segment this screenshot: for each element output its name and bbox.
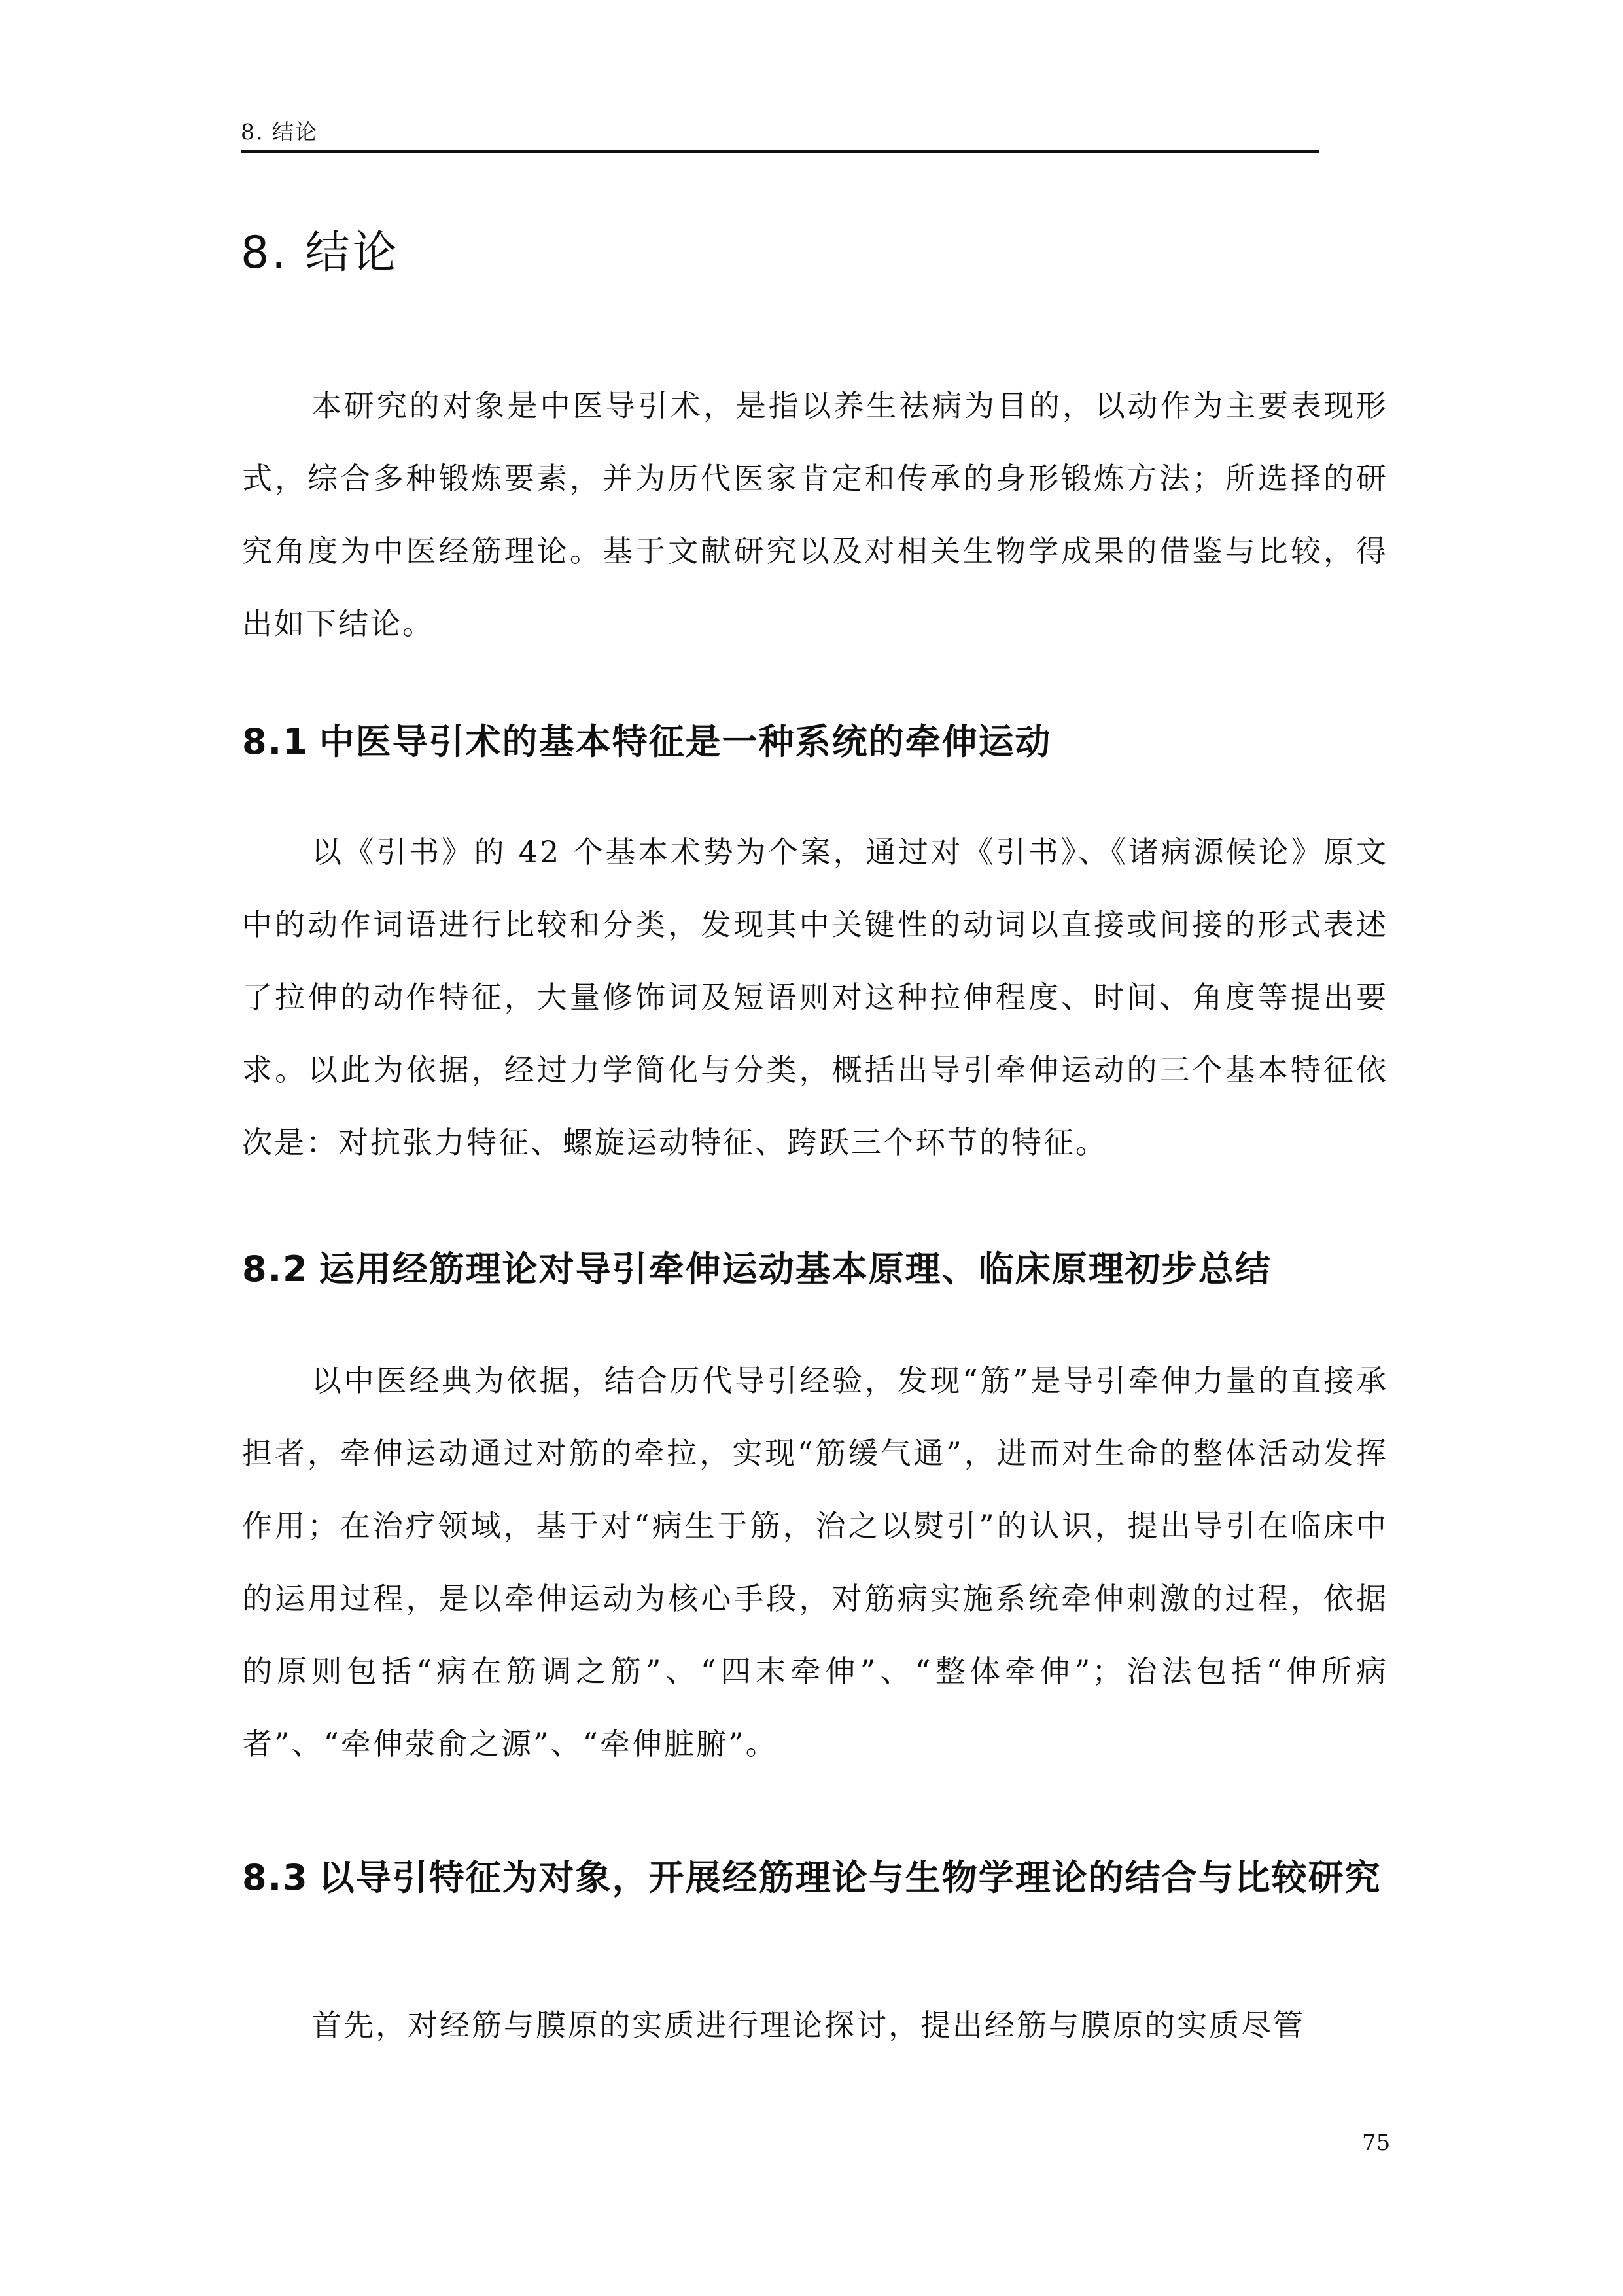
chapter-title: 8. 结论 [241, 227, 400, 279]
section-heading-8-1 [242, 700, 1388, 784]
section-8-3-paragraph: 首先，对经筋与膜原的实质进行理论探讨，提出经筋与膜原的实质尽管 [311, 2007, 1305, 2043]
section-number: 8.2 [242, 1248, 309, 1290]
intro-paragraph: 本研究的对象是中医导引术，是指以养生祛病为目的，以动作为主要表现形式，综合多种锻炼要素，并为历代医家肯定和传承的身形锻炼方法；所选择的研究角度为中医经筋理论。基于文献研究以及对相关生物学成果的借鉴与比较，得出如下结论。 [242, 388, 1388, 641]
section-number: 8.1 [242, 721, 309, 762]
running-head: 8. 结论 [241, 119, 318, 145]
section-8-2-paragraph: 以中医经典为依据，结合历代导引经验，发现“筋”是导引牵伸力量的直接承担者，牵伸运动通过对筋的牵拉，实现“筋缓气通”，进而对生命的整体活动发挥作用；在治疗领域，基于对“病生于筋，治之以熨引”的认识，提出导引在临床中的运用过程，是以牵伸运动为核心手段，对筋病实施系统牵伸刺激的过程，依据的原则包括“病在筋调之筋”、“四末牵伸”、“整体牵伸”；治法包括“伸所病者”、“牵伸荥俞之源”、“牵伸脏腑”。 [242, 1363, 1388, 1761]
section-8-1-paragraph: 以《引书》的 42 个基本术势为个案，通过对《引书》、《诸病源候论》原文中的动作词语进行比较和分类，发现其中关键性的动词以直接或间接的形式表述了拉伸的动作特征，大量修饰词及短语则对这种拉伸程度、时间、角度等提出要求。以此为依据，经过力学简化与分类，概括出导引牵伸运动的三个基本特征依次是：对抗张力特征、螺旋运动特征、跨跃三个环节的特征。 [242, 834, 1388, 1160]
section-heading-8-2 [242, 1227, 1388, 1311]
page-header [241, 114, 1319, 153]
section-title: 运用经筋理论对导引牵伸运动基本原理、临床原理初步总结 [319, 1248, 1272, 1290]
section-number: 8.3 [242, 1857, 309, 1898]
section-title: 以导引特征为对象，开展经筋理论与生物学理论的结合与比较研究 [319, 1857, 1382, 1898]
section-heading-8-3 [242, 1836, 1388, 1920]
section-title: 中医导引术的基本特征是一种系统的牵伸运动 [319, 721, 1052, 762]
page-number: 75 [1362, 2130, 1391, 2156]
